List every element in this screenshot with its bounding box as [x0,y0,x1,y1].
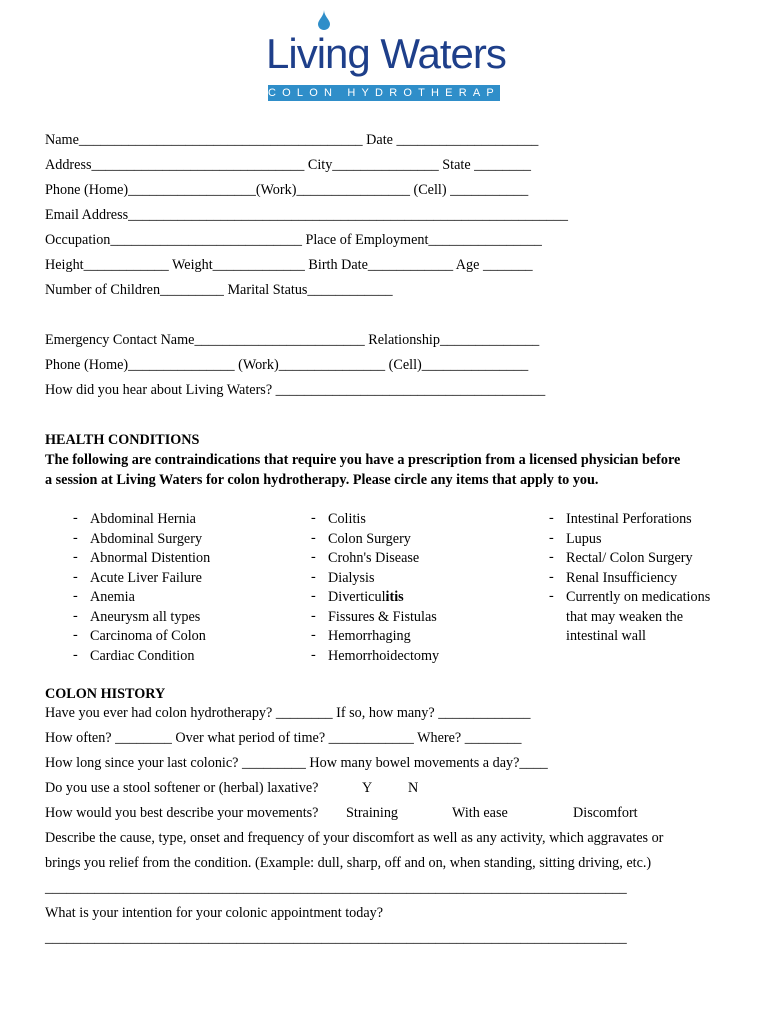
referral-line[interactable]: How did you hear about Living Waters? ______________________________________ [45,382,546,398]
condition-item[interactable]: - Rectal/ Colon Surgery [549,549,693,566]
condition-item[interactable]: - Colon Surgery [311,529,411,547]
health-heading: HEALTH CONDITIONS [45,432,200,448]
colon-q1[interactable]: Have you ever had colon hydrotherapy? ________ If so, how many? _____________ [45,705,531,721]
movement-ease-option[interactable]: With ease [452,805,508,821]
condition-item-continued: intestinal wall [566,628,646,644]
emergency-contact-line[interactable]: Emergency Contact Name________________________ Relationship______________ [45,332,540,348]
movement-straining-option[interactable]: Straining [346,805,399,821]
colon-q3[interactable]: How long since your last colonic? _________ How many bowel movements a day?____ [45,755,548,771]
condition-item[interactable]: - Lupus [549,529,602,547]
email-line[interactable]: Email Address______________________________________________________________ [45,207,568,223]
condition-item[interactable]: - Colitis [311,510,366,527]
colon-q2[interactable]: How often? ________ Over what period of time? ____________ Where? ________ [45,730,522,746]
living-waters-logo [266,10,514,99]
emergency-phone-line[interactable]: Phone (Home)_______________ (Work)_______________ (Cell)_______________ [45,357,529,373]
condition-item[interactable]: - Hemorrhoidectomy [311,646,440,664]
laxative-yes-option[interactable]: Y [362,780,373,796]
colon-q6-line2: brings you relief from the condition. (Example: dull, sharp, off and on, when standing, sitting driving, etc.) [45,855,652,871]
logo-title: Living Waters [266,30,506,77]
condition-item[interactable]: - Aneurysm all types [73,607,201,625]
condition-item[interactable]: - Renal Insufficiency [549,568,678,586]
name-date-line[interactable]: Name________________________________________ Date ____________________ [45,132,539,148]
movement-discomfort-option[interactable]: Discomfort [573,805,638,821]
intention-answer-line[interactable]: __________________________________________________________________________________ [45,930,627,946]
conditions-column-2 [311,510,439,666]
occupation-line[interactable]: Occupation___________________________ Place of Employment________________ [45,232,542,248]
water-drop-icon [318,10,330,30]
condition-item[interactable]: - Intestinal Perforations [549,510,692,527]
colon-history-heading: COLON HISTORY [45,686,166,702]
condition-item[interactable]: - Dialysis [311,568,375,586]
discomfort-answer-line[interactable]: __________________________________________________________________________________ [45,880,627,896]
condition-item[interactable]: - Abdominal Surgery [73,529,203,547]
condition-item[interactable]: - Hemorrhaging [311,627,411,644]
condition-item[interactable]: - Fissures & Fistulas [311,607,437,625]
colon-q4: Do you use a stool softener or (herbal) laxative? [45,780,319,796]
condition-item[interactable]: - Abnormal Distention [73,549,211,566]
condition-item[interactable]: - Acute Liver Failure [73,568,202,586]
children-marital-line[interactable]: Number of Children_________ Marital Status____________ [45,282,393,298]
conditions-column-3 [549,510,710,647]
condition-item[interactable]: - Crohn's Disease [311,549,420,566]
condition-item[interactable]: - Anemia [73,588,135,605]
health-intro-2: a session at Living Waters for colon hydrotherapy. Please circle any items that apply to you. [45,472,599,488]
colon-q5: How would you best describe your movements? [45,805,319,821]
height-weight-line[interactable]: Height____________ Weight_____________ Birth Date____________ Age _______ [45,257,533,273]
address-line[interactable]: Address______________________________ City_______________ State ________ [45,157,531,173]
condition-item[interactable]: - Currently on medications [549,588,711,605]
condition-item[interactable]: - Carcinoma of Colon [73,627,206,644]
condition-item[interactable]: - Diverticulitis [311,588,404,605]
logo-subtitle: COLON HYDROTHERAPY [268,87,514,99]
health-intro-1: The following are contraindications that require you have a prescription from a licensed physician before [45,452,681,468]
condition-item[interactable]: - Abdominal Hernia [73,510,196,527]
phone-line[interactable]: Phone (Home)__________________(Work)________________ (Cell) ___________ [45,182,529,198]
condition-item[interactable]: - Cardiac Condition [73,646,195,664]
condition-item-continued: that may weaken the [566,608,683,625]
laxative-no-option[interactable]: N [408,780,419,796]
colon-q6-line1: Describe the cause, type, onset and frequency of your discomfort as well as any activity, which aggravates or [45,830,664,846]
conditions-column-1 [73,510,210,666]
colon-q7: What is your intention for your colonic appointment today? [45,905,384,921]
